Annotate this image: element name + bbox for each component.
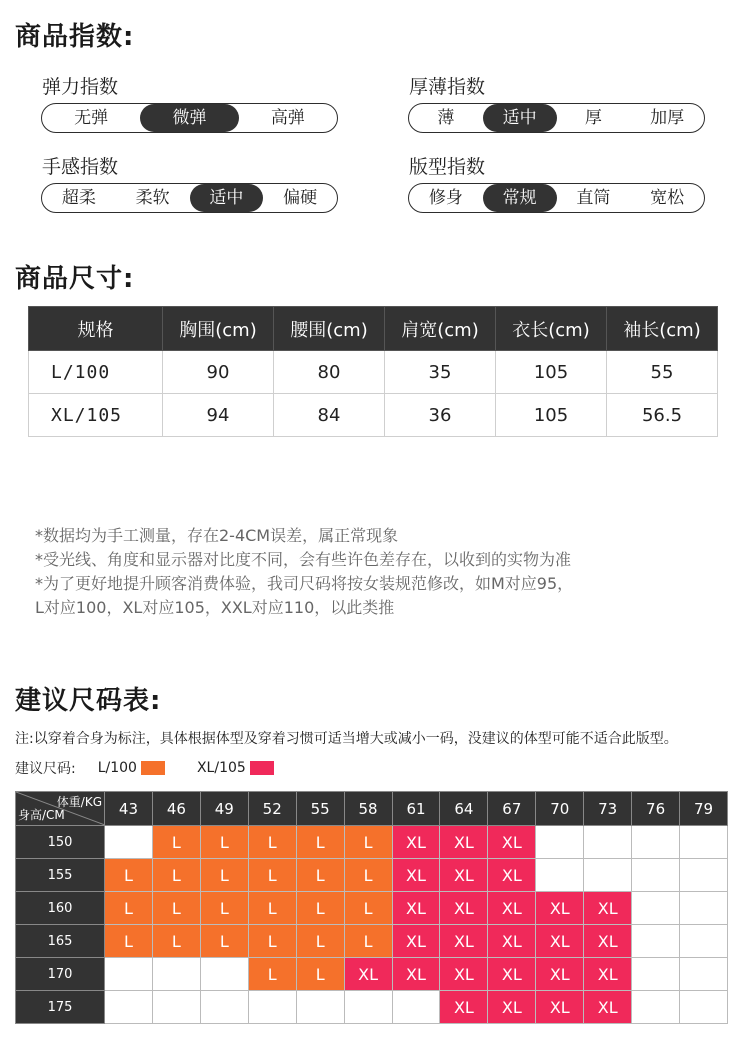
size-cell: 105 [496,394,607,437]
size-recommend-cell: L [105,925,153,958]
size-recommend-cell: L [344,826,392,859]
scale-option: 超柔 [61,188,96,208]
thickness-scale [408,103,705,133]
size-header-sleeve: 袖长(cm) [607,307,718,351]
size-header-length: 衣长(cm) [496,307,607,351]
size-recommend-cell: L [152,925,200,958]
chart-row [16,991,728,1024]
size-recommend-cell: XL [536,958,584,991]
weight-header: 64 [440,792,488,826]
legend-xl-label: XL/105 [196,760,246,776]
scale-option: 微弹 [140,104,238,132]
size-recommend-cell: L [296,859,344,892]
size-recommend-cell [248,991,296,1024]
size-recommend-cell: XL [536,925,584,958]
size-recommend-cell: XL [392,958,440,991]
size-recommend-cell: L [248,859,296,892]
height-header: 175 [16,991,105,1024]
size-recommend-cell: XL [440,826,488,859]
size-recommend-cell: L [200,859,248,892]
size-recommend-cell: L [152,859,200,892]
table-row [29,394,718,437]
size-cell: 56.5 [607,394,718,437]
scale-option: 常规 [483,184,557,212]
weight-header: 73 [584,792,632,826]
size-cell: 35 [385,351,496,394]
chart-corner [16,792,105,826]
size-recommend-cell: XL [536,892,584,925]
size-recommend-cell: XL [584,925,632,958]
legend-l-swatch [141,761,165,775]
size-recommend-cell: L [152,826,200,859]
corner-weight-label: 体重/KG [56,795,102,809]
weight-header: 67 [488,792,536,826]
size-recommend-cell [536,826,584,859]
size-recommend-cell [392,991,440,1024]
size-recommend-cell [105,826,153,859]
recommend-note: 注:以穿着合身为标注，具体根据体型及穿着习惯可适当增大或减小一码，没建议的体型可能不适合此版型。 [15,731,678,747]
size-recommend-cell: L [200,925,248,958]
size-recommend-cell [680,925,728,958]
size-cell: 90 [163,351,274,394]
size-recommend-cell [680,892,728,925]
size-cell: L/100 [29,351,163,394]
size-cell: 80 [274,351,385,394]
size-recommend-cell [680,859,728,892]
scale-option: 宽松 [650,188,685,208]
size-recommend-cell: XL [488,958,536,991]
chart-row [16,925,728,958]
size-recommend-cell: L [344,859,392,892]
height-header: 170 [16,958,105,991]
scale-option: 柔软 [135,188,170,208]
note-line: *数据均为手工测量，存在2-4CM误差，属正常现象 [35,526,399,545]
size-recommend-cell [200,958,248,991]
size-recommend-cell [152,958,200,991]
size-cell: 105 [496,351,607,394]
size-recommend-cell: XL [392,826,440,859]
size-recommend-cell [632,892,680,925]
size-recommend-cell [632,958,680,991]
scale-option: 偏硬 [283,188,318,208]
scale-option: 适中 [483,104,557,132]
size-recommend-cell: L [248,925,296,958]
size-recommend-cell [584,826,632,859]
weight-header: 55 [296,792,344,826]
size-recommend-cell: L [296,925,344,958]
size-recommend-cell: XL [392,925,440,958]
fit-scale [408,183,705,213]
size-header-chest: 胸围(cm) [163,307,274,351]
size-header-waist: 腰围(cm) [274,307,385,351]
size-recommend-cell [632,991,680,1024]
size-header-shoulder: 肩宽(cm) [385,307,496,351]
chart-row [16,892,728,925]
size-recommend-cell: L [200,892,248,925]
note-line: L对应100，XL对应105，XXL对应110，以此类推 [35,598,395,617]
height-header: 165 [16,925,105,958]
size-recommend-cell: L [105,892,153,925]
size-cell: 55 [607,351,718,394]
size-recommend-cell: XL [392,859,440,892]
legend-l-label: L/100 [97,760,137,776]
corner-height-label: 身高/CM [18,808,65,822]
table-row [29,351,718,394]
scale-option: 修身 [428,188,463,208]
size-recommend-cell: L [344,892,392,925]
scale-option: 无弹 [74,108,109,128]
size-recommend-cell: XL [536,991,584,1024]
scale-option: 直筒 [576,188,611,208]
size-recommend-cell: XL [488,859,536,892]
size-recommend-cell [296,991,344,1024]
legend-label: 建议尺码: [15,761,76,777]
measurement-notes [35,524,715,620]
size-header-spec: 规格 [29,307,163,351]
note-line: *为了更好地提升顾客消费体验，我司尺码将按女装规范修改，如M对应95， [35,574,574,593]
size-recommend-cell: L [296,958,344,991]
feel-scale [41,183,338,213]
size-recommend-cell [680,991,728,1024]
scale-option: 适中 [190,184,264,212]
size-recommend-cell: L [248,892,296,925]
size-recommend-cell: L [296,826,344,859]
size-recommend-cell [680,826,728,859]
size-recommend-cell [680,958,728,991]
weight-header: 43 [105,792,153,826]
size-recommend-cell [584,859,632,892]
scale-option: 加厚 [650,108,685,128]
size-cell: 94 [163,394,274,437]
size-recommend-cell: XL [392,892,440,925]
size-cell: 36 [385,394,496,437]
size-recommend-cell [105,958,153,991]
size-recommend-cell: XL [488,925,536,958]
size-recommend-cell: L [296,892,344,925]
elasticity-scale [41,103,338,133]
weight-header: 58 [344,792,392,826]
index-section-title: 商品指数: [15,22,135,52]
chart-row [16,826,728,859]
feel-label: 手感指数 [42,156,119,178]
weight-header: 46 [152,792,200,826]
height-header: 160 [16,892,105,925]
size-table [28,306,718,437]
size-recommend-cell: L [152,892,200,925]
chart-row [16,958,728,991]
size-recommend-cell: XL [440,925,488,958]
chart-row [16,859,728,892]
weight-header: 61 [392,792,440,826]
size-recommend-cell: XL [344,958,392,991]
size-recommend-cell [536,859,584,892]
recommend-size-chart [15,791,728,1024]
weight-header: 70 [536,792,584,826]
size-cell: 84 [274,394,385,437]
size-recommend-cell: XL [584,991,632,1024]
weight-header: 79 [680,792,728,826]
size-recommend-cell: XL [440,859,488,892]
size-recommend-cell [344,991,392,1024]
size-recommend-cell [152,991,200,1024]
size-section-title: 商品尺寸: [15,264,135,294]
scale-option: 高弹 [270,108,305,128]
size-recommend-cell: XL [584,892,632,925]
size-recommend-cell [632,925,680,958]
weight-header: 49 [200,792,248,826]
size-recommend-cell [632,826,680,859]
scale-option: 厚 [584,108,602,128]
legend-xl-swatch [250,761,274,775]
height-header: 150 [16,826,105,859]
weight-header: 76 [632,792,680,826]
size-recommend-cell [632,859,680,892]
size-recommend-cell: XL [440,892,488,925]
size-recommend-cell: L [248,826,296,859]
size-recommend-cell [200,991,248,1024]
height-header: 155 [16,859,105,892]
thickness-label: 厚薄指数 [409,76,486,98]
size-recommend-cell: XL [440,991,488,1024]
scale-option: 薄 [437,108,455,128]
size-recommend-cell: XL [488,892,536,925]
size-legend [15,758,274,778]
size-recommend-cell: L [248,958,296,991]
size-recommend-cell [105,991,153,1024]
size-cell: XL/105 [29,394,163,437]
size-recommend-cell: XL [488,826,536,859]
size-recommend-cell: XL [488,991,536,1024]
size-recommend-cell: L [344,925,392,958]
size-recommend-cell: L [105,859,153,892]
recommend-section-title: 建议尺码表: [15,686,162,716]
size-recommend-cell: XL [440,958,488,991]
fit-label: 版型指数 [409,156,486,178]
size-recommend-cell: XL [584,958,632,991]
note-line: *受光线、角度和显示器对比度不同，会有些许色差存在，以收到的实物为准 [35,550,572,569]
size-recommend-cell: L [200,826,248,859]
weight-header: 52 [248,792,296,826]
elasticity-label: 弹力指数 [42,76,119,98]
